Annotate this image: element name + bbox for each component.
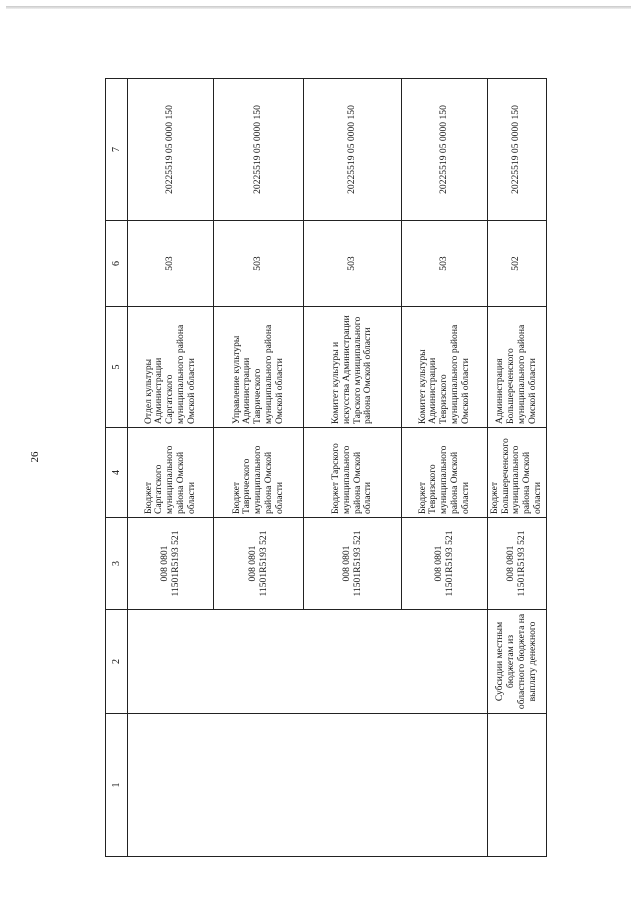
rotated-table-wrapper: [105, 79, 543, 857]
section-cell: 503: [402, 221, 488, 307]
section-cell: 503: [128, 221, 214, 307]
table-row: [488, 79, 547, 857]
kbk-cell: 20225519 05 0000 150: [214, 79, 304, 221]
merged-empty-cell-col2: [128, 610, 488, 714]
section-cell: 502: [488, 221, 547, 307]
header-cell-2: 2: [106, 610, 128, 714]
header-row: [106, 79, 128, 857]
empty-cell-col1: [488, 714, 547, 857]
header-cell-4: 4: [106, 428, 128, 518]
recipient-cell: Комитет культуры Администрации Тевризского муниципального района Омской области: [402, 307, 488, 428]
kbk-cell: 20225519 05 0000 150: [488, 79, 547, 221]
budget-cell: Бюджет Саргатского муниципального района Омской области: [128, 428, 214, 518]
header-cell-1: 1: [106, 714, 128, 857]
merged-empty-cell-col1: [128, 714, 488, 857]
code-cell: 008 0801 11501R5193 521: [402, 518, 488, 610]
code-cell: 008 0801 11501R5193 521: [304, 518, 402, 610]
header-cell-7: 7: [106, 79, 128, 221]
header-cell-3: 3: [106, 518, 128, 610]
subsidy-label-cell: Субсидии местным бюджетам из областного бюджета на выплату денежного: [488, 610, 547, 714]
header-cell-6: 6: [106, 221, 128, 307]
section-cell: 503: [304, 221, 402, 307]
code-cell: 008 0801 11501R5193 521: [214, 518, 304, 610]
recipient-cell: Администрация Большереченского муниципального района Омской области: [488, 307, 547, 428]
kbk-cell: 20225519 05 0000 150: [402, 79, 488, 221]
kbk-cell: 20225519 05 0000 150: [128, 79, 214, 221]
kbk-cell: 20225519 05 0000 150: [304, 79, 402, 221]
page-number: 26: [29, 451, 41, 463]
subsidy-table: [105, 78, 547, 857]
budget-cell: Бюджет Большереченского муниципального района Омской области: [488, 428, 547, 518]
budget-cell: Бюджет Тевризского муниципального района Омской области: [402, 428, 488, 518]
recipient-cell: Отдел культуры Администрации Саргатского муниципального района Омской области: [128, 307, 214, 428]
code-cell: 008 0801 11501R5193 521: [128, 518, 214, 610]
scan-top-edge: [6, 6, 631, 9]
header-cell-5: 5: [106, 307, 128, 428]
code-cell: 008 0801 11501R5193 521: [488, 518, 547, 610]
section-cell: 503: [214, 221, 304, 307]
budget-cell: Бюджет Таврического муниципального района Омской области: [214, 428, 304, 518]
budget-cell: Бюджет Тарского муниципального района Омской области: [304, 428, 402, 518]
recipient-cell: Комитет культуры и искусства Администрации Тарского муниципального района Омской области: [304, 307, 402, 428]
recipient-cell: Управление культуры Администрации Таврического муниципального района Омской области: [214, 307, 304, 428]
table-row: [128, 79, 214, 857]
